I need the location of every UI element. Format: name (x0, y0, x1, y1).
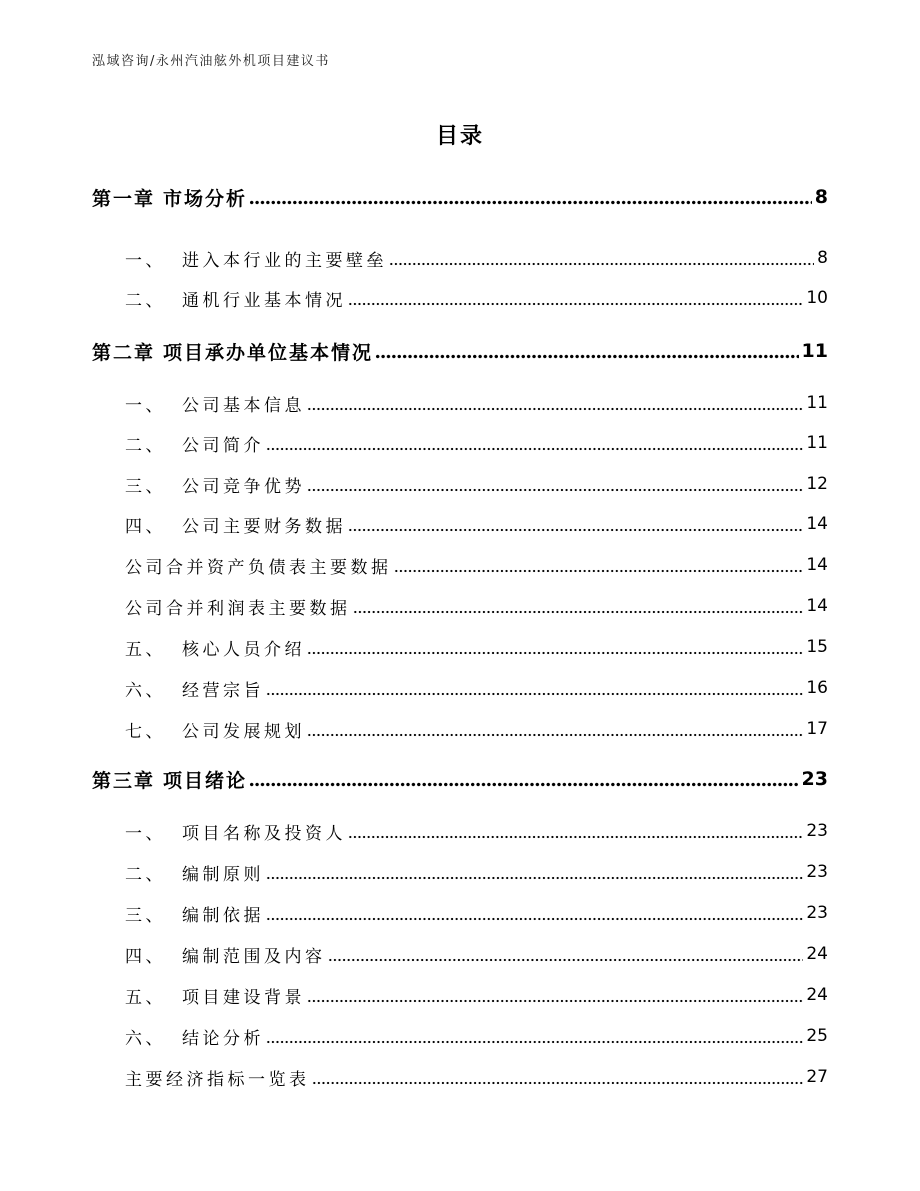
toc-entry-number: 第二章 (92, 341, 156, 364)
dot-leader (328, 939, 804, 969)
dot-leader (266, 898, 803, 928)
toc-entry-page-number: 15 (806, 637, 828, 657)
toc-chapter-row[interactable] (92, 336, 828, 366)
toc-entry-title: 核心人员介绍 (182, 639, 305, 660)
toc-section-row[interactable] (125, 428, 828, 458)
dot-leader (375, 336, 799, 366)
toc-section-row[interactable] (125, 591, 828, 621)
toc-entry-page-number: 11 (806, 393, 828, 413)
toc-entry-page-number: 12 (806, 474, 828, 494)
toc-entry-number: 第三章 (92, 769, 156, 792)
toc-entry-number: 六、 (125, 680, 166, 701)
toc-entry-page-number: 23 (806, 821, 828, 841)
toc-entry-page-number: 11 (801, 340, 828, 362)
toc-entry-title: 公司竞争优势 (182, 476, 305, 497)
toc-entry-page-number: 23 (801, 768, 828, 790)
toc-entry-title: 经营宗旨 (182, 680, 264, 701)
dot-leader (249, 764, 799, 794)
dot-leader (266, 857, 803, 887)
toc-section-row[interactable] (125, 243, 828, 273)
toc-section-row[interactable] (125, 1021, 828, 1051)
toc-entry-page-number: 17 (806, 719, 828, 739)
toc-entry-title: 主要经济指标一览表 (125, 1069, 310, 1090)
toc-chapter-row[interactable] (92, 182, 828, 212)
toc-entry-page-number: 16 (806, 678, 828, 698)
dot-leader (389, 243, 814, 273)
toc-entry-number: 三、 (125, 905, 166, 926)
toc-entry-page-number: 8 (817, 248, 828, 268)
toc-chapter-row[interactable] (92, 764, 828, 794)
toc-entry-title: 编制范围及内容 (182, 946, 326, 967)
toc-entry-title: 编制依据 (182, 905, 264, 926)
dot-leader (307, 980, 803, 1010)
dot-leader (249, 182, 812, 212)
toc-section-row[interactable] (125, 550, 828, 580)
toc-entry-number: 五、 (125, 639, 166, 660)
toc-entry-title: 市场分析 (163, 187, 248, 210)
toc-entry-number: 六、 (125, 1028, 166, 1049)
toc-entry-page-number: 24 (806, 985, 828, 1005)
toc-entry-number: 七、 (125, 721, 166, 742)
toc-entry-page-number: 14 (806, 596, 828, 616)
toc-entry-number: 一、 (125, 823, 166, 844)
toc-entry-page-number: 10 (806, 288, 828, 308)
toc-entry-number: 一、 (125, 250, 166, 271)
dot-leader (307, 469, 803, 499)
toc-entry-title: 项目名称及投资人 (182, 823, 346, 844)
toc-entry-page-number: 11 (806, 433, 828, 453)
toc-entry-title: 结论分析 (182, 1028, 264, 1049)
dot-leader (266, 428, 803, 458)
toc-entry-title: 项目绪论 (163, 769, 248, 792)
toc-entry-number: 二、 (125, 864, 166, 885)
dot-leader (348, 816, 803, 846)
toc-section-row[interactable] (125, 509, 828, 539)
dot-leader (307, 632, 803, 662)
toc-section-row[interactable] (125, 980, 828, 1010)
toc-title: 目录 (435, 124, 484, 149)
toc-section-row[interactable] (125, 469, 828, 499)
toc-entry-title: 项目承办单位基本情况 (163, 341, 374, 364)
dot-leader (266, 1021, 803, 1051)
toc-section-row[interactable] (125, 898, 828, 928)
toc-entry-number: 四、 (125, 946, 166, 967)
toc-entry-number: 第一章 (92, 187, 156, 210)
dot-leader (348, 509, 803, 539)
dot-leader (307, 714, 803, 744)
toc-entry-title: 编制原则 (182, 864, 264, 885)
toc-entry-title: 项目建设背景 (182, 987, 305, 1008)
toc-section-row[interactable] (125, 283, 828, 313)
dot-leader (353, 591, 804, 621)
toc-entry-title: 公司基本信息 (182, 395, 305, 416)
dot-leader (312, 1062, 804, 1092)
toc-section-row[interactable] (125, 632, 828, 662)
toc-entry-page-number: 27 (806, 1067, 828, 1087)
toc-entry-number: 二、 (125, 290, 166, 311)
toc-entry-title: 通机行业基本情况 (182, 290, 346, 311)
toc-entry-page-number: 14 (806, 514, 828, 534)
toc-entry-page-number: 24 (806, 944, 828, 964)
toc-entry-title: 公司合并资产负债表主要数据 (125, 557, 392, 578)
toc-entry-title: 公司合并利润表主要数据 (125, 598, 351, 619)
toc-section-row[interactable] (125, 388, 828, 418)
toc-entry-page-number: 14 (806, 555, 828, 575)
toc-entry-title: 公司发展规划 (182, 721, 305, 742)
toc-entry-title: 公司主要财务数据 (182, 516, 346, 537)
toc-entry-number: 五、 (125, 987, 166, 1008)
dot-leader (266, 673, 803, 703)
toc-entry-page-number: 23 (806, 903, 828, 923)
toc-entry-page-number: 8 (814, 186, 828, 208)
toc-section-row[interactable] (125, 714, 828, 744)
toc-entry-number: 三、 (125, 476, 166, 497)
toc-entry-number: 四、 (125, 516, 166, 537)
toc-entry-title: 公司简介 (182, 435, 264, 456)
toc-entry-page-number: 25 (806, 1026, 828, 1046)
dot-leader (307, 388, 803, 418)
toc-entry-page-number: 23 (806, 862, 828, 882)
toc-section-row[interactable] (125, 816, 828, 846)
toc-entry-number: 二、 (125, 435, 166, 456)
dot-leader (348, 283, 803, 313)
dot-leader (394, 550, 804, 580)
toc-section-row[interactable] (125, 673, 828, 703)
running-header: 泓域咨询/永州汽油舷外机项目建议书 (92, 54, 330, 69)
toc-entry-number: 一、 (125, 395, 166, 416)
toc-section-row[interactable] (125, 857, 828, 887)
toc-section-row[interactable] (125, 1062, 828, 1092)
toc-section-row[interactable] (125, 939, 828, 969)
toc-entry-title: 进入本行业的主要壁垒 (182, 250, 387, 271)
